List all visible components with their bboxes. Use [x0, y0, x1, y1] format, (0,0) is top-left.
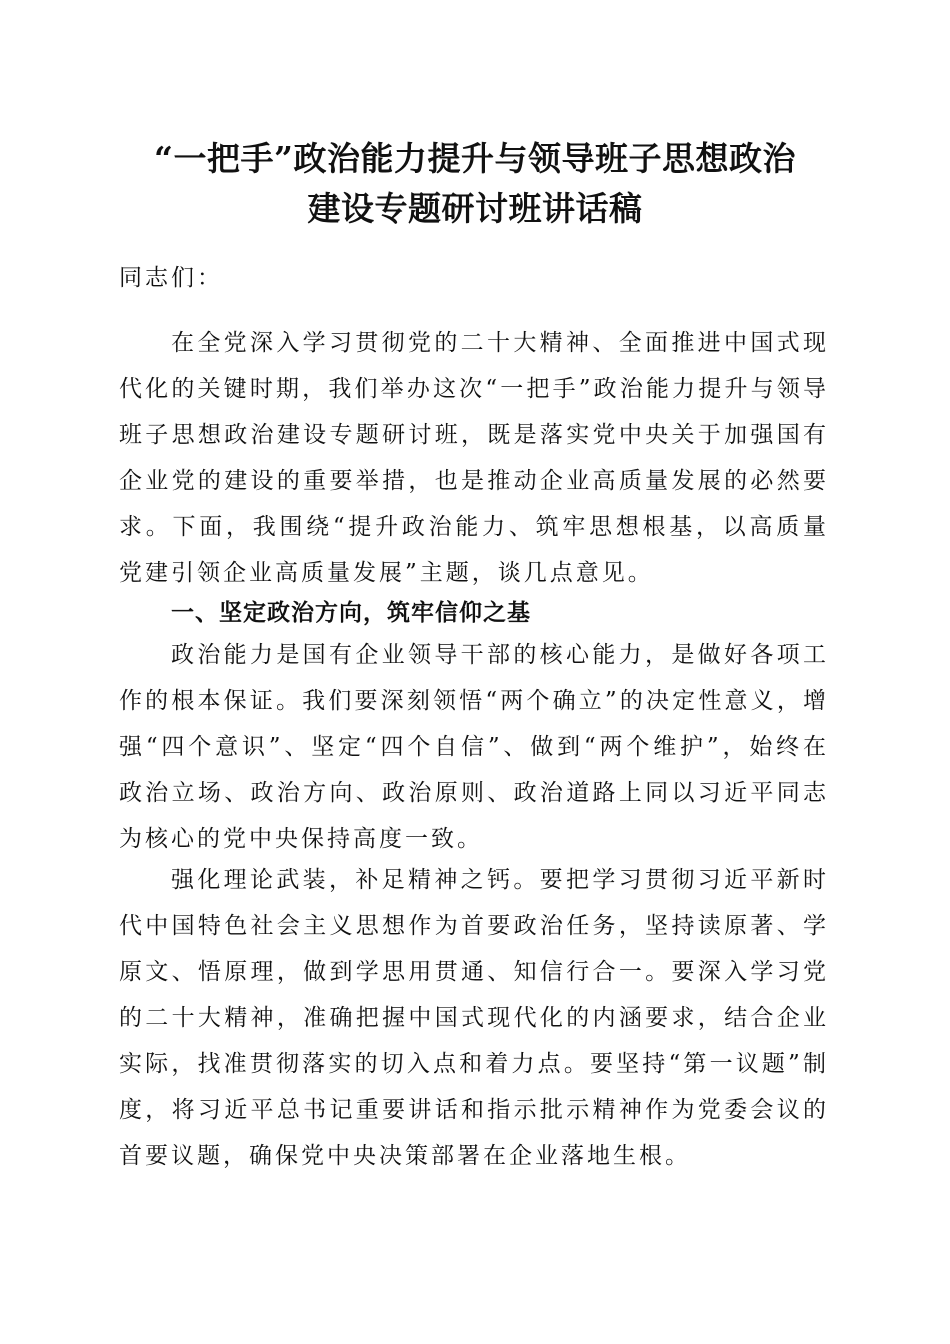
paragraph-theory-arming: 强化理论武装，补足精神之钙。要把学习贯彻习近平新时代中国特色社会主义思想作为首要政治任务，坚持读原著、学原文、悟原理，做到学思用贯通、知信行合一。要深入学习党的二十大精神，准确把握中国式现代化的内涵要求，结合企业实际，找准贯彻落实的切入点和着力点。要坚持“第一议题”制度，将习近平总书记重要讲话和指示批示精神作为党委会议的首要议题，确保党中央决策部署在企业落地生根。: [119, 867, 829, 1169]
section-heading-1: 一、坚定政治方向，筑牢信仰之基: [171, 600, 531, 626]
title-line-2: 建设专题研讨班讲话稿: [307, 189, 643, 228]
title-line-1: “一把手”政治能力提升与领导班子思想政治: [154, 139, 796, 178]
document-title: [110, 134, 840, 234]
paragraph-political-ability: 政治能力是国有企业领导干部的核心能力，是做好各项工作的根本保证。我们要深刻领悟“两个确立”的决定性意义，增强“四个意识”、坚定“四个自信”、做到“两个维护”，始终在政治立场、政治方向、政治原则、政治道路上同以习近平同志为核心的党中央保持高度一致。: [119, 642, 829, 852]
paragraph-intro: 在全党深入学习贯彻党的二十大精神、全面推进中国式现代化的关键时期，我们举办这次“一把手”政治能力提升与领导班子思想政治建设专题研讨班，既是落实党中央关于加强国有企业党的建设的重要举措，也是推动企业高质量发展的必然要求。下面，我围绕“提升政治能力、筑牢思想根基，以高质量党建引领企业高质量发展”主题，谈几点意见。: [119, 330, 829, 586]
salutation: 同志们：: [119, 265, 223, 291]
